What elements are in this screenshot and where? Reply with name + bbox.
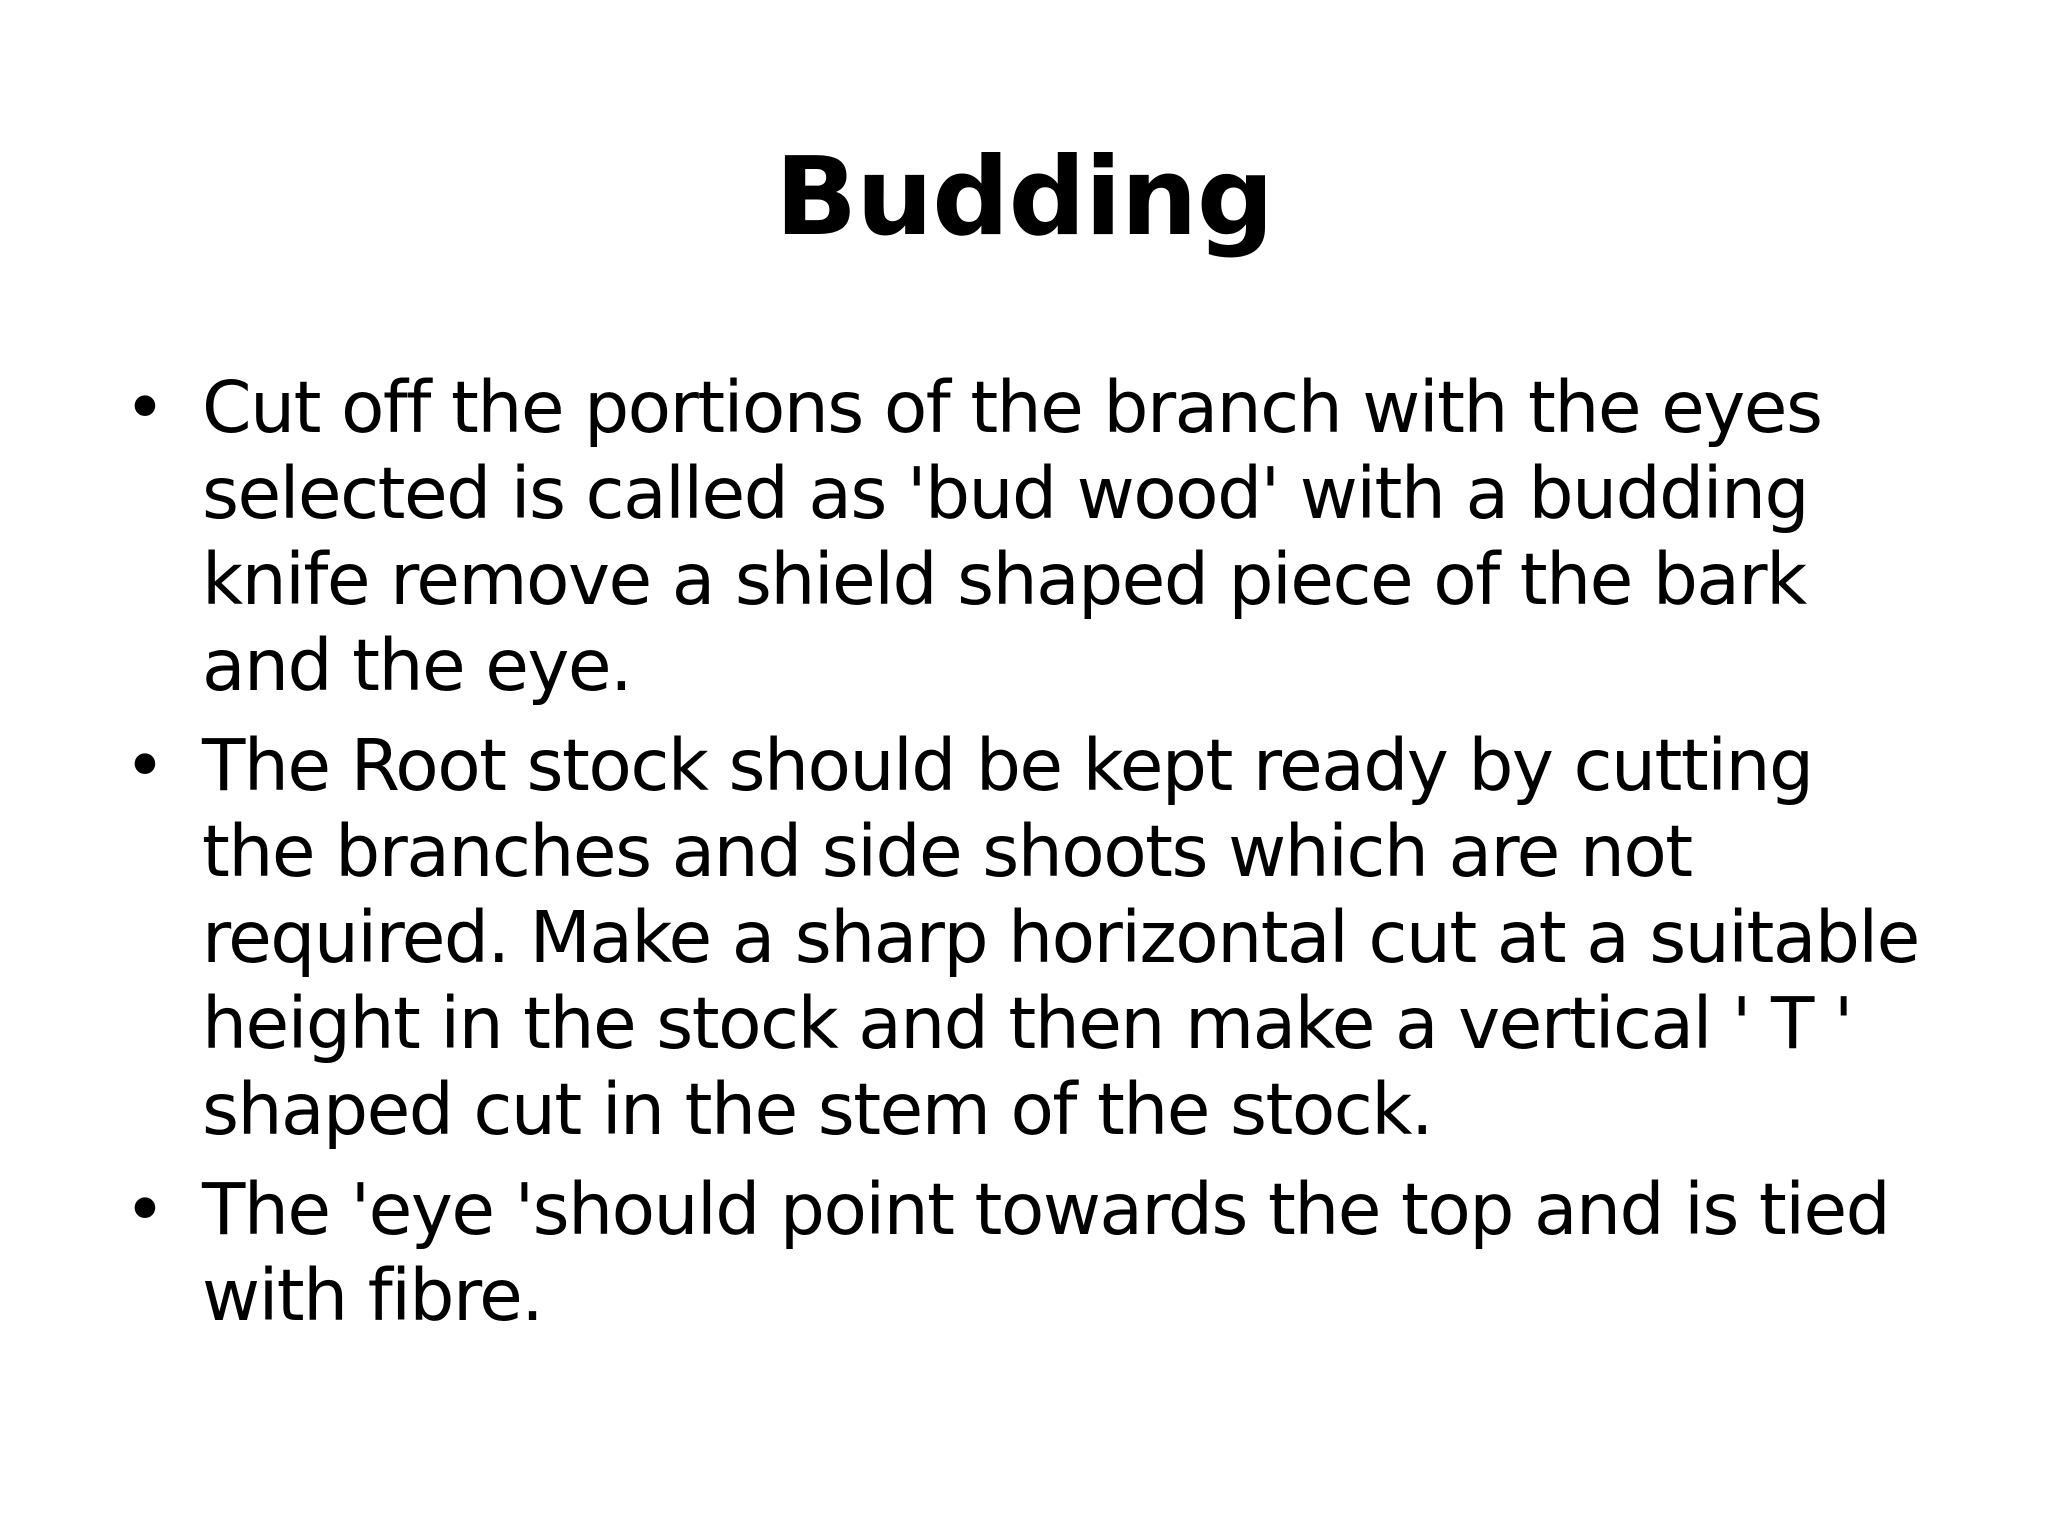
bullet-item (0, 365, 1922, 709)
bullet-text: Cut off the portions of the branch with the eyes selected is called as 'bud wood' with a budding knife remove a shield shaped piece of the bark and the eye. (202, 366, 1822, 707)
bullet-text: The Root stock should be kept ready by cutting the branches and side shoots which are not required. Make a sharp horizontal cut at a suitable height in the stock and then make a vertical ' T ' shaped cut in the stem of the stock. (202, 724, 1919, 1151)
bullet-dot-icon: • (124, 366, 165, 449)
bullet-dot-icon: • (124, 724, 165, 807)
bullet-item (0, 723, 1922, 1153)
slide-title: Budding (774, 135, 1274, 260)
bullet-text: The 'eye 'should point towards the top and is tied with fibre. (202, 1168, 1890, 1337)
bullet-item (0, 1167, 1922, 1339)
bullet-list (0, 365, 2048, 1353)
bullet-dot-icon: • (124, 1168, 165, 1251)
